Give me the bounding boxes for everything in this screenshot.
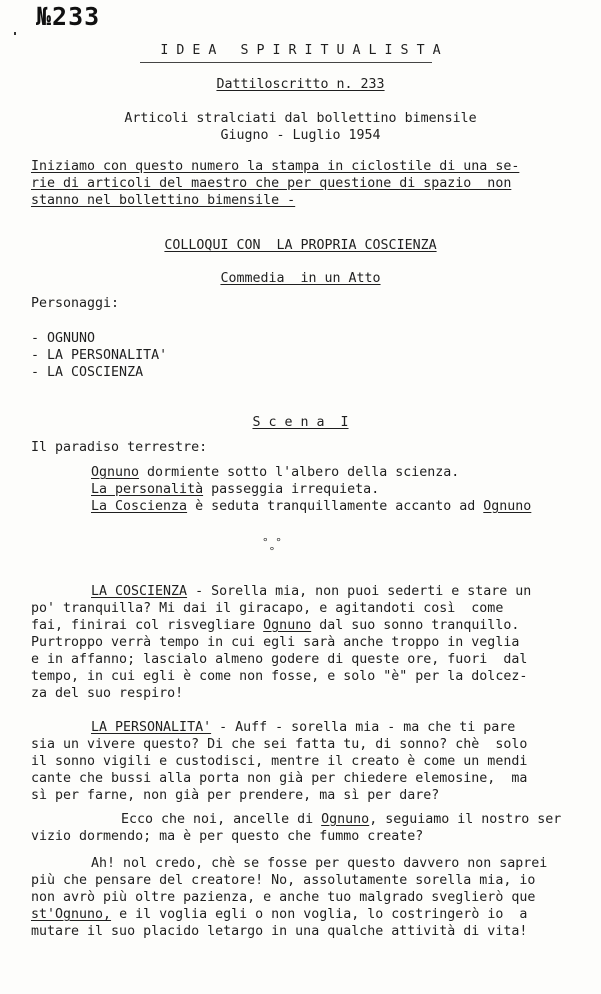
intro-line-2: rie di articoli del maestro che per questione di spazio non — [31, 176, 512, 191]
scene-title: S c e n a I — [252, 415, 349, 430]
speech-line — [91, 719, 515, 736]
character-name: Ognuno — [483, 499, 532, 514]
speech-line: il sonno vigili e custodisci, mentre il creato è come un mendi — [31, 754, 528, 769]
character-name: st'Ognuno, — [31, 907, 112, 922]
speech-line: tempo, in cui egli è come non fosse, e solo "è" per la dolcez- — [31, 669, 528, 684]
speech-line: Purtroppo verrà tempo in cui egli sarà anche troppo in veglia — [31, 635, 520, 650]
section-ornament: ° ° ° — [262, 536, 282, 558]
character-name: Ognuno — [263, 618, 312, 633]
speech-line: sia un vivere questo? Di che sei fatta tu, di sonno? chè solo — [31, 737, 528, 752]
speech-line — [91, 583, 531, 600]
speaker-name: LA COSCIENZA — [91, 584, 188, 599]
source-line-2: Giugno - Luglio 1954 — [220, 128, 381, 143]
speech-line: non avrò più oltre pazienza, e anche tuo malgrado sveglierò que — [31, 890, 536, 905]
direction-text: dormiente sotto l'albero della scienza. — [139, 465, 460, 480]
speech-text: Ecco che noi, ancelle di — [121, 812, 322, 827]
speech-text: - Auff - sorella mia - ma che ti pare — [211, 720, 516, 735]
speech-text: - Sorella mia, non puoi sederti e stare un — [187, 584, 532, 599]
speech-line: mutare il suo placido letargo in una qualche attività di vita! — [31, 924, 528, 939]
speech-line — [31, 906, 527, 923]
speech-line: Ah! nol credo, chè se fosse per questo davvero non saprei — [91, 856, 548, 871]
speech-text: fai, finirai col risvegliare — [31, 618, 264, 633]
direction-text: passeggia irrequieta. — [203, 482, 380, 497]
character-item: - LA PERSONALITA' — [31, 348, 168, 363]
speech-text: , seguiamo il nostro ser — [369, 812, 562, 827]
speech-text: e il voglia egli o non voglia, lo costringerò io a — [119, 907, 528, 922]
speech-line: za del suo respiro! — [31, 686, 184, 701]
character-name: La personalità — [91, 482, 204, 497]
character-name: La Coscienza — [91, 499, 188, 514]
speech-line: po' tranquilla? Mi dai il giracapo, e agitandoti così come — [31, 601, 504, 616]
character-item: - LA COSCIENZA — [31, 365, 144, 380]
title-underline — [140, 62, 432, 63]
speech-line: più che pensare del creatore! No, assolutamente sorella mia, io — [31, 873, 536, 888]
speech-line: e in affanno; lascialo almeno godere di queste ore, fuori dal — [31, 652, 528, 667]
play-genre: Commedia in un Atto — [220, 271, 381, 286]
margin-mark — [14, 32, 16, 35]
stage-direction — [91, 498, 531, 515]
stage-direction — [91, 481, 379, 498]
characters-label: Personaggi: — [31, 296, 120, 311]
character-item: - OGNUNO — [31, 331, 96, 346]
intro-line-1: Iniziamo con questo numero la stampa in ciclostile di una se- — [31, 159, 520, 174]
scene-setting: Il paradiso terrestre: — [31, 440, 208, 455]
speech-line: sì per farne, non già per prendere, ma sì per dare? — [31, 788, 440, 803]
speech-line: vizio dormendo; ma è per questo che fummo create? — [31, 829, 424, 844]
speaker-name: LA PERSONALITA' — [91, 720, 212, 735]
speech-line: cante che bussi alla porta non già per chiedere elemosine, ma — [31, 771, 528, 786]
speech-line — [31, 617, 519, 634]
document-number-stamp: №233 — [36, 2, 101, 31]
source-line-1: Articoli stralciati dal bollettino bimensile — [124, 111, 477, 126]
play-title: COLLOQUI CON LA PROPRIA COSCIENZA — [164, 238, 437, 253]
direction-text: è seduta tranquillamente accanto ad — [187, 499, 484, 514]
character-name: Ognuno — [321, 812, 370, 827]
stage-direction — [91, 464, 459, 481]
document-subtitle: Dattiloscritto n. 233 — [216, 77, 385, 92]
intro-line-3: stanno nel bollettino bimensile - — [31, 193, 296, 208]
speech-line — [121, 811, 561, 828]
character-name: Ognuno — [91, 465, 140, 480]
document-title: I D E A S P I R I T U A L I S T A — [160, 43, 441, 58]
speech-text: dal suo sonno tranquillo. — [311, 618, 520, 633]
